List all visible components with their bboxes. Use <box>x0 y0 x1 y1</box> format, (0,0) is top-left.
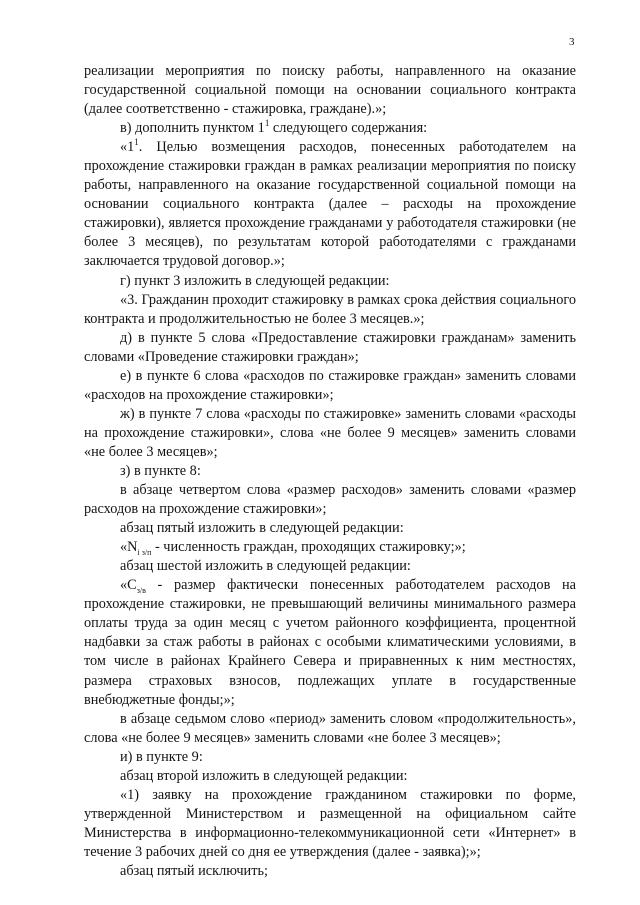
paragraph <box>84 519 576 538</box>
text-run: - размер фактически понесенных работодателем расходов на прохождение стажировки, не превышающий величины минимального размера оплаты труда за один месяц с учетом районного коэффициента, процентной надбавки за стаж работы в районах с особыми климатическими условиями, в том числе в районах Крайнего Севера и приравненных к ним местностях, размера страховых взносов, подлежащих уплате в государственные внебюджетные фонды;»; <box>84 577 576 708</box>
paragraph <box>84 576 576 709</box>
text-run: в абзаце седьмом слово «период» заменить словом «продолжительность», слова «не более 9 месяцев» заменить словами «не более 3 месяцев»; <box>84 710 576 746</box>
paragraph <box>84 272 576 291</box>
paragraph <box>84 481 576 519</box>
paragraph <box>84 767 576 786</box>
paragraph <box>84 862 576 881</box>
document-body <box>84 62 576 881</box>
superscript: 1 <box>264 118 270 129</box>
text-run: - численность граждан, проходящих стажировку;»; <box>151 539 466 556</box>
text-run: реализации мероприятия по поиску работы, направленного на оказание государственной социальной помощи на основании социального контракта (далее соответственно - стажировка, граждане).»; <box>84 63 576 118</box>
text-run: «N <box>120 539 138 556</box>
paragraph <box>84 138 576 271</box>
text-run: абзац шестой изложить в следующей редакции: <box>120 558 411 575</box>
superscript: 1 <box>134 137 139 148</box>
text-run: з) в пункте 8: <box>120 462 201 479</box>
text-run: абзац пятый исключить; <box>120 862 268 879</box>
text-run: г) пункт 3 изложить в следующей редакции: <box>120 272 390 289</box>
text-run: «3. Гражданин проходит стажировку в рамках срока действия социального контракта и продолжительностью не более 3 месяцев.»; <box>84 291 576 327</box>
paragraph <box>84 557 576 576</box>
paragraph <box>84 329 576 367</box>
paragraph <box>84 748 576 767</box>
text-run: д) в пункте 5 слова «Предоставление стажировки гражданам» заменить словами «Проведение стажировки граждан»; <box>84 329 576 365</box>
text-run: абзац пятый изложить в следующей редакции: <box>120 520 404 537</box>
paragraph <box>84 405 576 462</box>
subscript: i з/п <box>137 548 152 558</box>
page-number: 3 <box>569 36 575 48</box>
text-run: следующего содержания: <box>269 120 428 137</box>
paragraph <box>84 710 576 748</box>
text-run: и) в пункте 9: <box>120 748 203 765</box>
text-run: в абзаце четвертом слова «размер расходов» заменить словами «размер расходов на прохождение стажировки»; <box>84 482 576 518</box>
paragraph <box>84 786 576 862</box>
text-run: «C <box>120 577 137 594</box>
paragraph <box>84 119 576 138</box>
text-run: . Целью возмещения расходов, понесенных работодателем на прохождение стажировки граждан в рамках реализации мероприятия по поиску работы, направленного на оказание государственной социальной помощи на основании социального контракта (далее – расходы на прохождение стажировки), является прохождение гражданами у работодателя стажировки (не более 3 месяцев), по результатам которой работодателями с гражданами заключается трудовой договор.»; <box>84 139 576 270</box>
text-run: ж) в пункте 7 слова «расходы по стажировке» заменить словами «расходы на прохождение стажировки», слова «не более 9 месяцев» заменить словами «не более 3 месяцев»; <box>84 405 576 460</box>
text-run: «1 <box>120 139 135 156</box>
subscript: з/в <box>136 586 146 596</box>
paragraph <box>84 367 576 405</box>
text-run: в) дополнить пунктом 1 <box>120 120 265 137</box>
text-run: абзац второй изложить в следующей редакции: <box>120 767 408 784</box>
text-run: «1) заявку на прохождение гражданином стажировки по форме, утвержденной Министерством и размещенной на официальном сайте Министерства в информационно-телекоммуникационной сети «Интернет» в течение 3 рабочих дней со дня ее утверждения (далее - заявка);»; <box>84 786 576 860</box>
paragraph <box>84 291 576 329</box>
paragraph <box>84 538 576 557</box>
paragraph <box>84 462 576 481</box>
paragraph <box>84 62 576 119</box>
text-run: е) в пункте 6 слова «расходов по стажировке граждан» заменить словами «расходов на прохождение стажировки»; <box>84 367 576 403</box>
